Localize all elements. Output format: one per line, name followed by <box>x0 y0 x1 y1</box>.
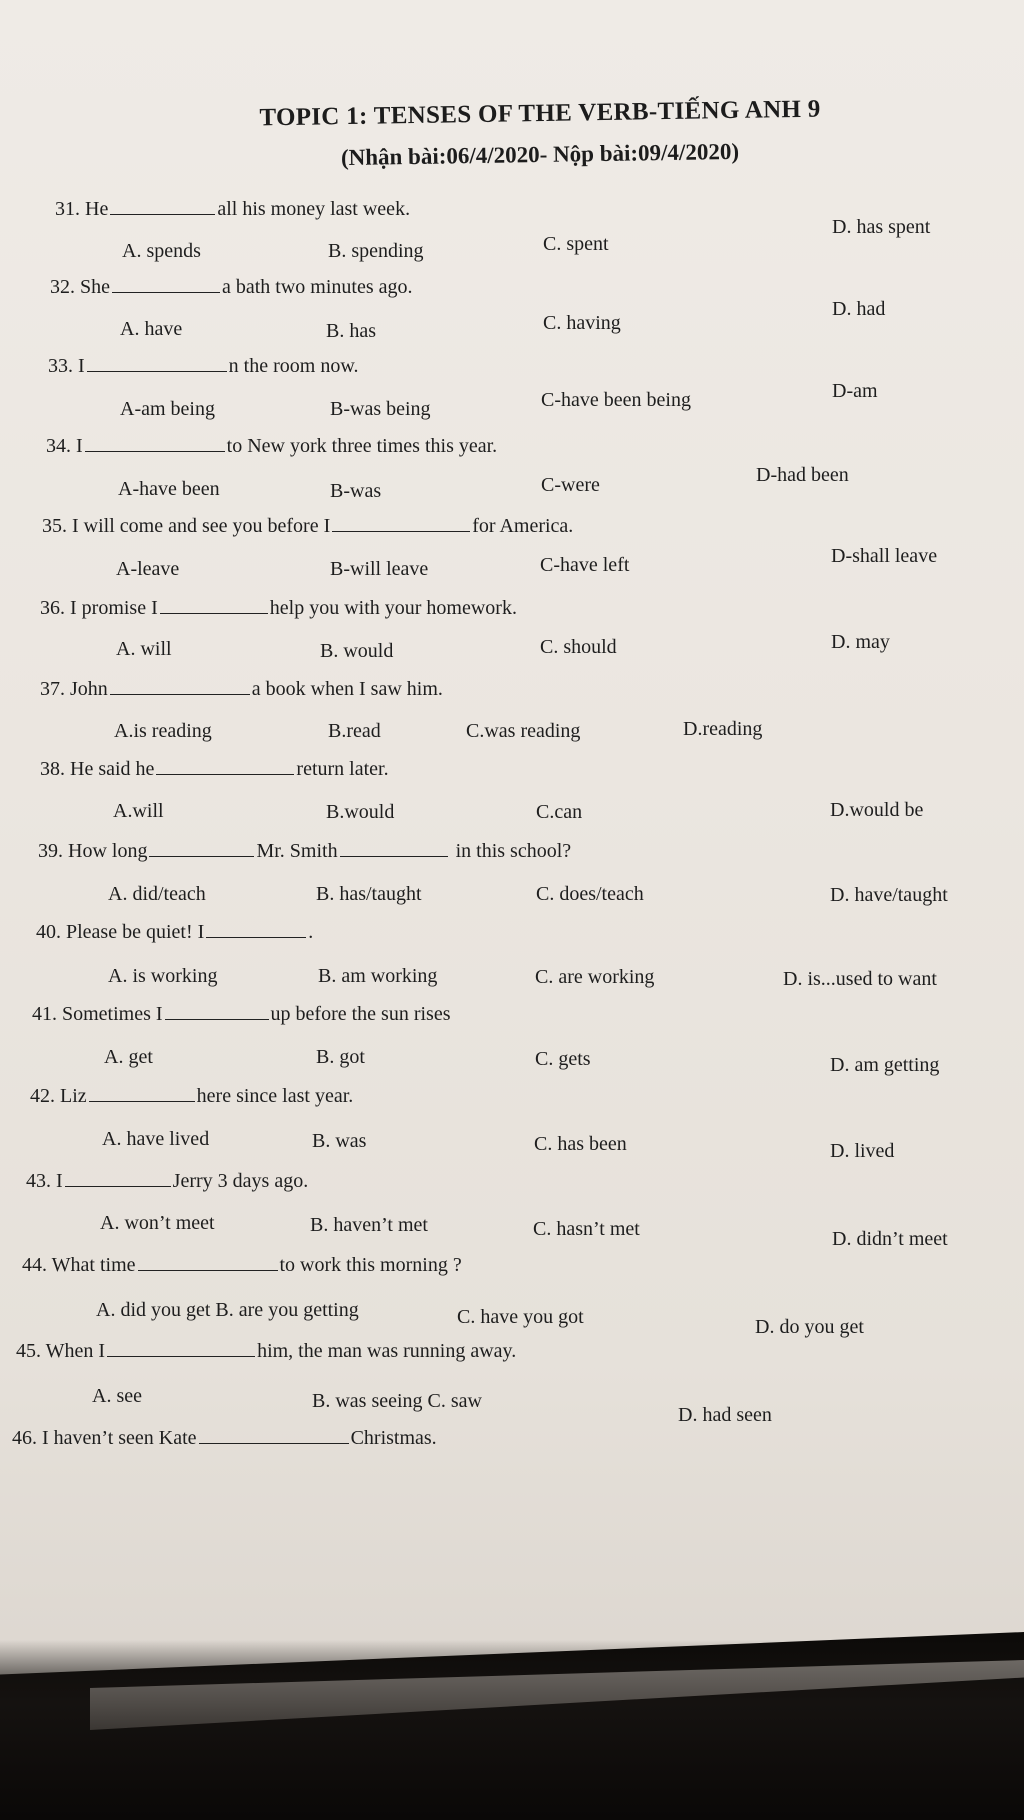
answer-blank <box>110 693 250 695</box>
option-a: A. did you get B. are you getting <box>96 1299 359 1321</box>
question-35 <box>42 515 573 538</box>
question-text: Mr. Smith <box>256 840 338 862</box>
option-b: B. has/taught <box>316 883 422 905</box>
question-44 <box>22 1254 462 1277</box>
option-a: A. did/teach <box>108 883 206 905</box>
option-b: B.would <box>326 801 395 823</box>
option-d: D. may <box>831 631 890 653</box>
question-text: return later. <box>296 758 389 780</box>
answer-blank <box>160 612 268 614</box>
option-b: B. am working <box>318 965 438 987</box>
question-42 <box>30 1085 353 1108</box>
question-40 <box>36 921 313 944</box>
question-text: Christmas. <box>350 1427 437 1449</box>
question-text: 39. How long <box>38 840 148 862</box>
option-c: C. should <box>540 636 617 658</box>
option-d: D. am getting <box>830 1054 940 1076</box>
option-a: A. won’t meet <box>100 1212 215 1234</box>
option-a: A. have lived <box>102 1128 210 1150</box>
question-text: 38. He said he <box>40 758 155 780</box>
option-d: D. had <box>832 298 886 320</box>
question-text: up before the sun rises <box>270 1003 451 1025</box>
option-a: A.is reading <box>114 720 212 742</box>
question-text: 44. What time <box>22 1254 136 1276</box>
question-31 <box>55 198 410 221</box>
question-text: 33. I <box>48 355 85 377</box>
option-d: D. have/taught <box>830 884 948 906</box>
answer-blank <box>85 450 225 452</box>
question-text: 35. I will come and see you before I <box>42 515 331 537</box>
option-d: D-shall leave <box>831 545 938 567</box>
option-b: B-was <box>330 480 382 502</box>
option-a: A. spends <box>122 240 201 262</box>
option-a: A. have <box>120 318 183 340</box>
option-d: D. is...used to want <box>783 968 937 990</box>
option-c: C. having <box>543 312 621 334</box>
question-37 <box>40 678 443 701</box>
option-d: D. had seen <box>678 1404 772 1426</box>
option-c: C. have you got <box>457 1306 584 1328</box>
option-d: D. didn’t meet <box>832 1228 948 1250</box>
question-33 <box>48 355 358 378</box>
option-c: C.was reading <box>466 720 581 742</box>
option-d: D-had been <box>756 464 849 486</box>
question-text: 36. I promise I <box>40 597 158 619</box>
question-text: him, the man was running away. <box>257 1340 517 1362</box>
question-41 <box>32 1003 451 1026</box>
question-text: n the room now. <box>228 355 359 377</box>
question-text: . <box>308 921 314 943</box>
question-text: 46. I haven’t seen Kate <box>12 1427 197 1449</box>
option-b: B. was seeing C. saw <box>312 1390 482 1412</box>
question-text: a bath two minutes ago. <box>222 276 413 298</box>
answer-blank <box>112 291 220 293</box>
option-d: D.would be <box>830 799 924 821</box>
option-a: A-have been <box>118 478 220 500</box>
answer-blank <box>206 936 306 938</box>
option-d: D. do you get <box>755 1316 864 1338</box>
question-36 <box>40 597 517 620</box>
question-text: Jerry 3 days ago. <box>172 1170 309 1192</box>
option-c: C-have been being <box>541 389 691 411</box>
question-text: 31. He <box>55 198 109 220</box>
question-text: 32. She <box>50 276 110 298</box>
question-39 <box>38 840 571 863</box>
answer-blank <box>199 1442 349 1444</box>
question-34 <box>46 435 497 458</box>
option-c: C. are working <box>535 966 655 988</box>
answer-blank <box>332 530 470 532</box>
answer-blank <box>107 1355 255 1357</box>
question-text: help you with your homework. <box>269 597 517 619</box>
option-d: D. has spent <box>832 216 931 238</box>
option-c: C-were <box>541 474 600 496</box>
answer-blank <box>340 855 448 857</box>
question-38 <box>40 758 389 781</box>
question-text: 37. John <box>40 678 108 700</box>
answer-blank <box>165 1018 269 1020</box>
worksheet-subtitle: (Nhận bài:06/4/2020- Nộp bài:09/4/2020) <box>340 138 740 171</box>
question-text: 41. Sometimes I <box>32 1003 163 1025</box>
answer-blank <box>156 773 294 775</box>
option-b: B. got <box>316 1046 365 1068</box>
option-a: A. will <box>116 638 172 660</box>
answer-blank <box>149 855 254 857</box>
question-32 <box>50 276 413 299</box>
question-43 <box>26 1170 308 1193</box>
option-a: A.will <box>113 800 164 822</box>
option-c: C. has been <box>534 1133 627 1155</box>
option-b: B. spending <box>328 240 424 262</box>
question-text: in this school? <box>455 840 572 862</box>
option-d: D-am <box>832 380 878 402</box>
option-a: A. see <box>92 1385 142 1407</box>
question-text: for America. <box>472 515 574 537</box>
option-c: C-have left <box>540 554 630 576</box>
option-b: B. was <box>312 1130 367 1152</box>
option-a: A. get <box>104 1046 153 1068</box>
question-text: 40. Please be quiet! I <box>36 921 205 943</box>
option-a: A-am being <box>120 398 215 420</box>
option-a: A. is working <box>108 965 218 987</box>
question-text: a book when I saw him. <box>251 678 443 700</box>
option-c: C.can <box>536 801 583 823</box>
question-text: here since last year. <box>196 1085 354 1107</box>
question-text: 34. I <box>46 435 83 457</box>
question-text: 45. When I <box>16 1340 106 1362</box>
question-text: to work this morning ? <box>279 1254 462 1276</box>
option-c: C. gets <box>535 1048 591 1070</box>
answer-blank <box>89 1100 195 1102</box>
question-text: 42. Liz <box>30 1085 87 1107</box>
option-b: B-was being <box>330 398 431 420</box>
option-c: C. spent <box>543 233 609 255</box>
option-c: C. hasn’t met <box>533 1218 640 1240</box>
answer-blank <box>138 1269 278 1271</box>
option-a: A-leave <box>116 558 180 580</box>
question-45 <box>16 1340 516 1363</box>
worksheet-title: TOPIC 1: TENSES OF THE VERB-TIẾNG ANH 9 <box>259 95 821 132</box>
answer-blank <box>87 370 227 372</box>
option-d: D.reading <box>683 718 763 740</box>
option-b: B. has <box>326 320 376 342</box>
option-b: B-will leave <box>330 558 429 580</box>
question-text: all his money last week. <box>217 198 411 220</box>
question-text: 43. I <box>26 1170 63 1192</box>
option-b: B. haven’t met <box>310 1214 428 1236</box>
question-text: to New york three times this year. <box>226 435 498 457</box>
answer-blank <box>65 1185 171 1187</box>
option-c: C. does/teach <box>536 883 644 905</box>
option-b: B. would <box>320 640 394 662</box>
option-b: B.read <box>328 720 381 742</box>
question-46 <box>12 1427 437 1450</box>
option-d: D. lived <box>830 1140 895 1162</box>
answer-blank <box>110 213 215 215</box>
